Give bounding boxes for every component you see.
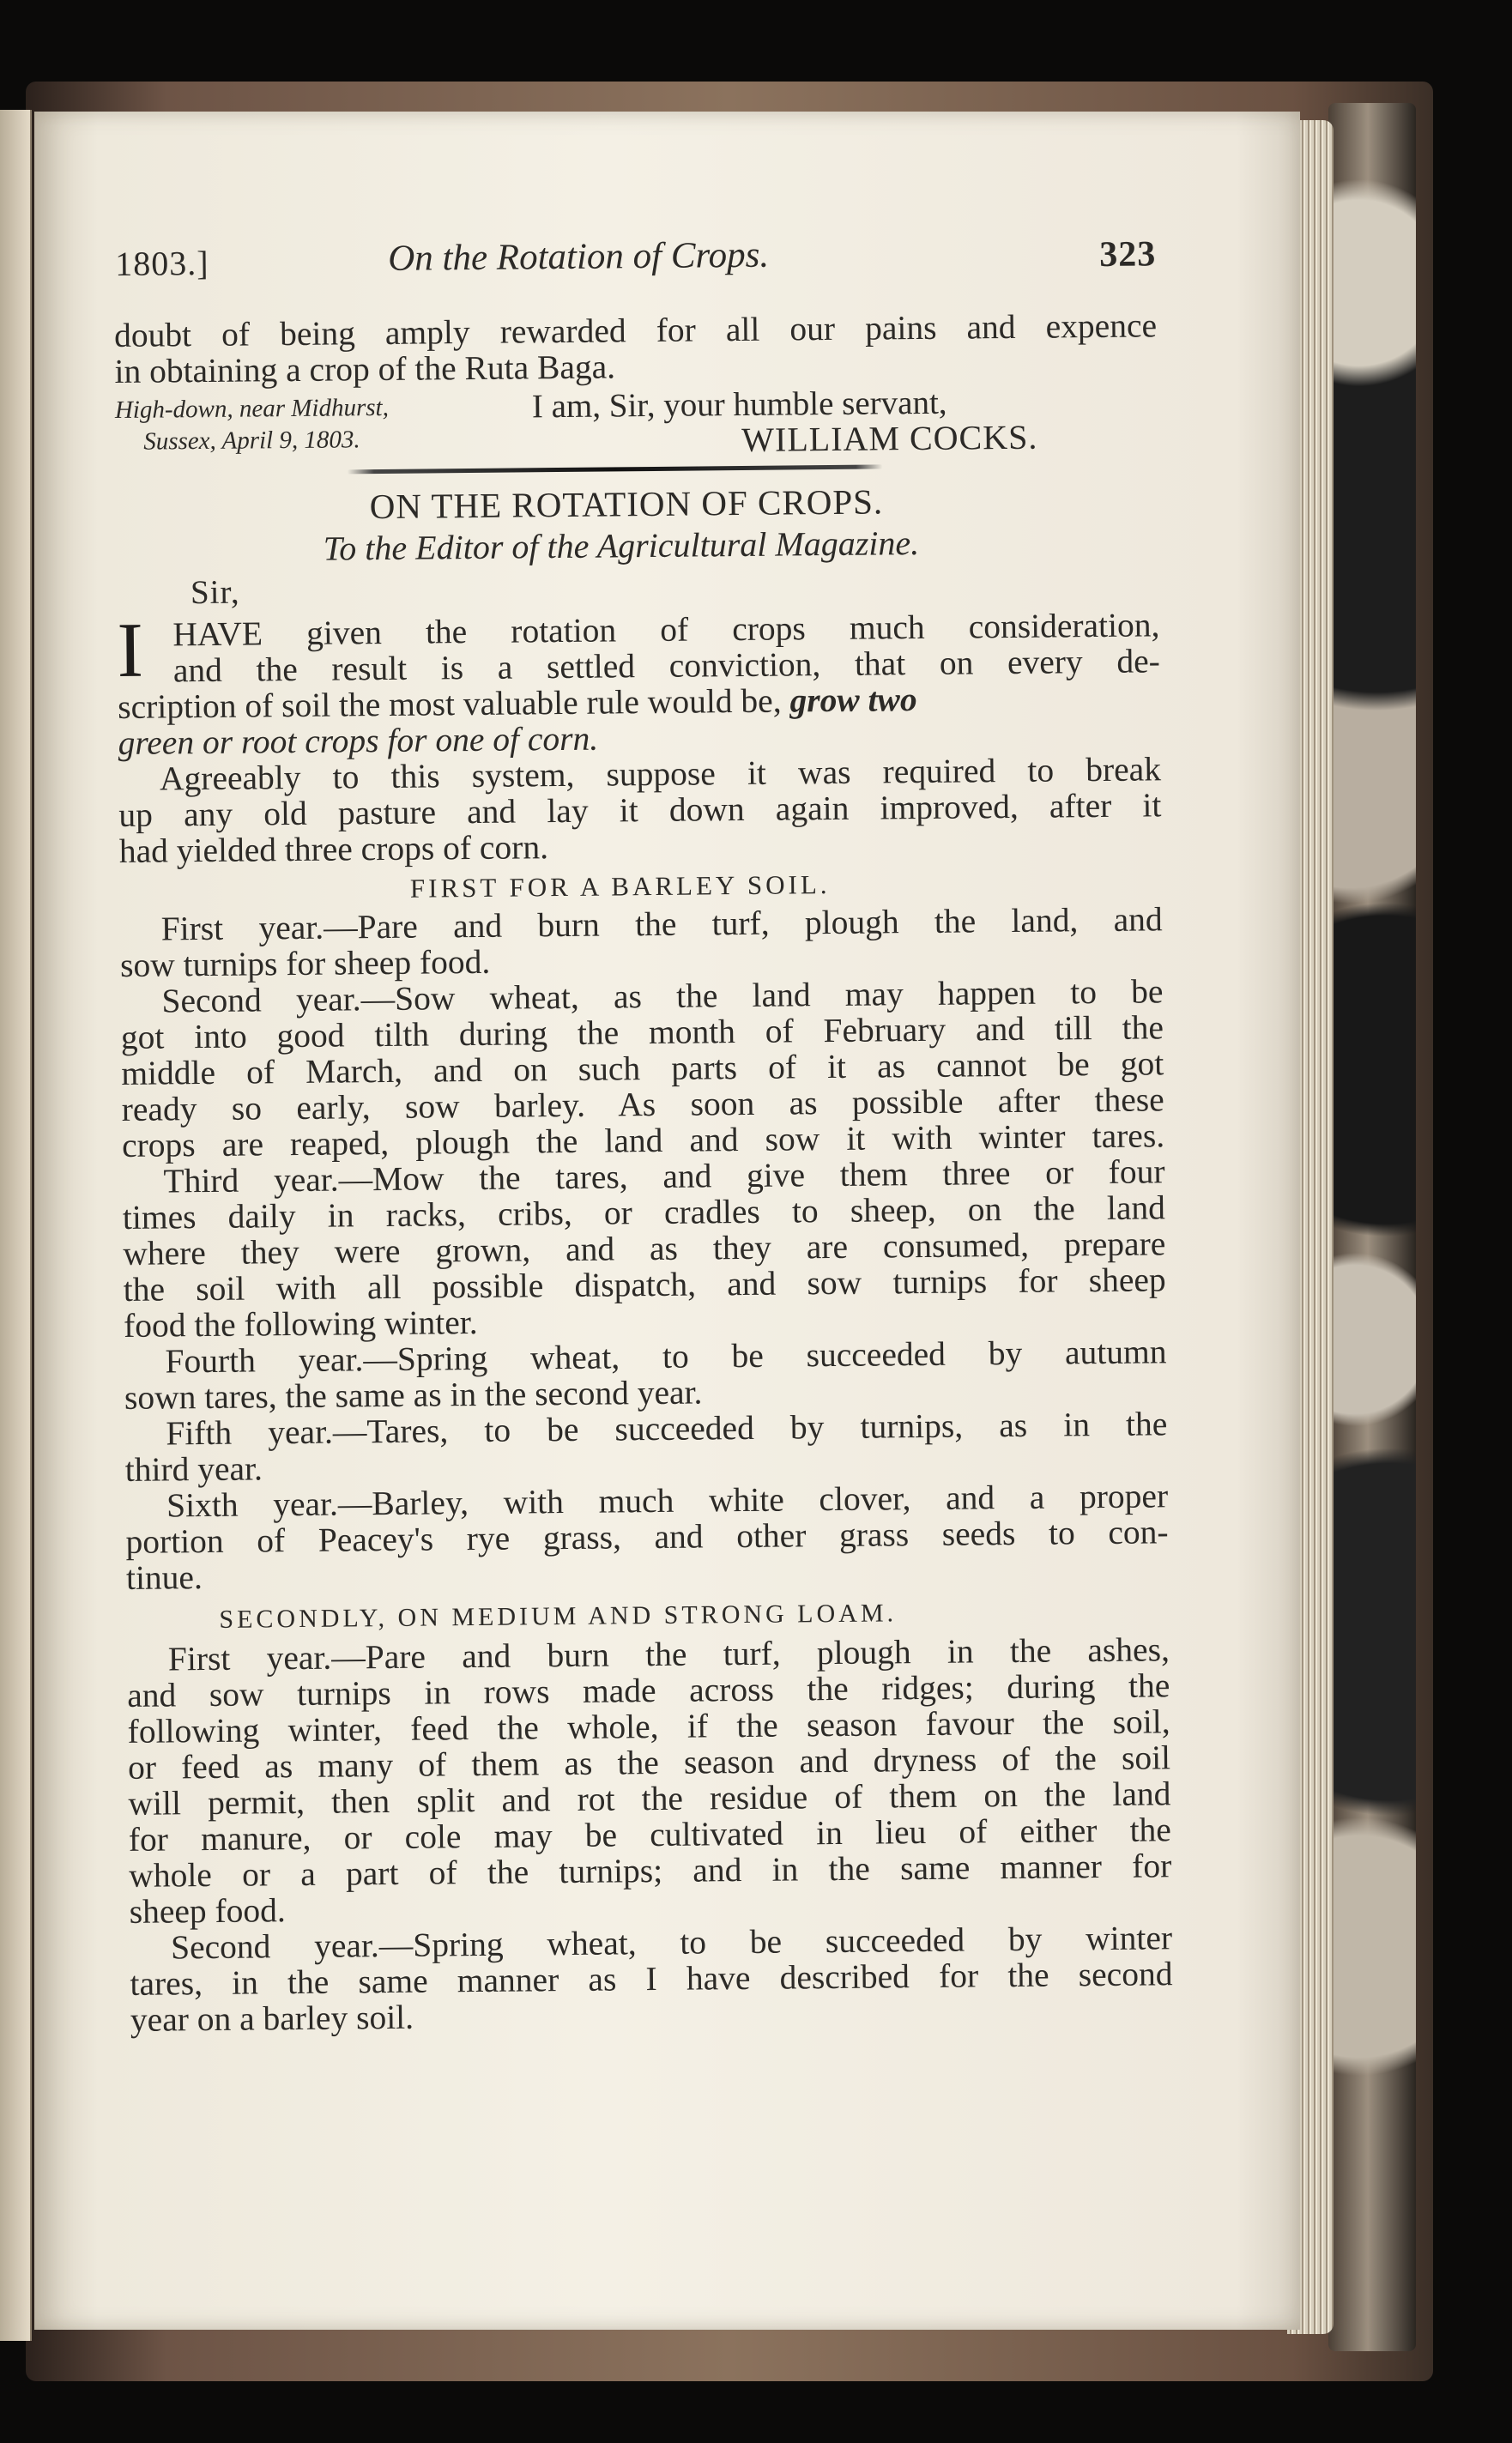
barley-second-year-line-5: crops are reaped, plough the land and sow it with winter tares. (121, 1116, 1165, 1164)
loam-heading: SECONDLY, ON MEDIUM AND STRONG LOAM. (219, 1599, 898, 1634)
loam-first-year-line-6: for manure, or cole may be cultivated in lieu of either the (128, 1811, 1172, 1859)
editor-address: To the Editor of the Agricultural Magazine. (323, 523, 920, 568)
page-number: 323 (1098, 234, 1157, 275)
signature: WILLIAM COCKS. (741, 417, 1038, 459)
marbled-book-edge (1328, 103, 1416, 2351)
loam-first-year-line-7: whole or a part of the turnips; and in the same manner for (129, 1847, 1172, 1895)
place-line-2: Sussex, April 9, 1803. (143, 426, 360, 456)
loam-second-year-line-2: tares, in the same manner as I have described for the second (130, 1955, 1173, 2003)
barley-sixth-year-line-3: tinue. (125, 1558, 203, 1597)
paragraph-1-line-1: HAVE given the rotation of crops much consideration, (172, 606, 1160, 654)
paragraph-1-line-3-text: scription of soil the most valuable rule would be, (118, 681, 782, 726)
book-page (34, 112, 1300, 2330)
barley-second-year-line-2: got into good tilth during the month of February and till the (120, 1008, 1164, 1056)
barley-first-year-line-2: sow turnips for sheep food. (119, 942, 491, 984)
loam-first-year-line-5: will permit, then split and rot the residue of them on the land (128, 1775, 1171, 1823)
emphasized-rule: grow two (789, 680, 917, 720)
barley-fourth-year-line-1: Fourth year.—Spring wheat, to be succeeded by autumn (165, 1333, 1167, 1381)
barley-third-year-line-4: the soil with all possible dispatch, and sow turnips for sheep (123, 1261, 1166, 1309)
paragraph-1-line-4: green or root crops for one of corn. (118, 719, 599, 762)
barley-sixth-year-line-2: portion of Peacey's rye grass, and other grass seeds to con- (125, 1513, 1169, 1561)
running-head-year: 1803.] (115, 243, 209, 283)
barley-third-year-line-1: Third year.—Mow the tares, and give them three or four (163, 1152, 1165, 1200)
page-text (113, 230, 1173, 2038)
running-head (113, 230, 1157, 317)
salutation: Sir, (190, 573, 240, 612)
barley-second-year-line-1: Second year.—Sow wheat, as the land may happen to be (161, 972, 1164, 1020)
paragraph-2-line-2: up any old pasture and lay it down again improved, after it (118, 786, 1162, 834)
article-title: ON THE ROTATION OF CROPS. (369, 481, 884, 527)
barley-third-year-line-3: where they were grown, and as they are consumed, prepare (123, 1225, 1166, 1273)
loam-first-year-line-4: or feed as many of them as the season and dryness of the soil (127, 1739, 1171, 1787)
loam-first-year-line-1: First year.—Pare and burn the turf, plough in the ashes, (167, 1630, 1170, 1678)
paragraph-1-line-2: and the result is a settled conviction, that on every de- (172, 642, 1160, 690)
barley-fourth-year-line-2: sown tares, the same as in the second year. (124, 1373, 703, 1417)
drop-cap-paragraph (117, 605, 1160, 693)
loam-first-year-line-3: following winter, feed the whole, if the season favour the soil, (127, 1702, 1170, 1751)
opening-line-2: in obtaining a crop of the Ruta Baga. (114, 348, 616, 390)
loam-first-year-line-8: sheep food. (129, 1891, 286, 1931)
barley-soil-heading: FIRST FOR A BARLEY SOIL. (409, 869, 831, 904)
barley-fifth-year-line-2: third year. (124, 1449, 263, 1489)
drop-cap: I (117, 606, 144, 693)
left-page-strip (0, 110, 32, 2341)
loam-second-year-line-1: Second year.—Spring wheat, to be succeeded by winter (170, 1919, 1173, 1967)
barley-second-year-line-3: middle of March, and on such parts of it as cannot be got (121, 1044, 1164, 1092)
barley-third-year-line-5: food the following winter. (123, 1303, 478, 1345)
letter-signoff (115, 381, 1158, 463)
barley-fifth-year-line-1: Fifth year.—Tares, to be succeeded by turnips, as in the (166, 1405, 1168, 1453)
paragraph-2-line-3: had yielded three crops of corn. (118, 828, 549, 870)
running-head-title: On the Rotation of Crops. (387, 234, 770, 279)
loam-first-year-line-2: and sow turnips in rows made across the ridges; during the (127, 1666, 1170, 1714)
barley-third-year-line-2: times daily in racks, cribs, or cradles to sheep, on the land (122, 1188, 1166, 1237)
place-line-1: High-down, near Midhurst, (114, 393, 390, 424)
closing-line: I am, Sir, your humble servant, (531, 384, 947, 426)
paragraph-2-line-1: Agreeably to this system, suppose it was required to break (159, 750, 1162, 798)
barley-sixth-year-line-1: Sixth year.—Barley, with much white clover, and a proper (166, 1477, 1169, 1525)
section-divider (348, 464, 883, 474)
opening-line-1: doubt of being amply rewarded for all our pains and expence (113, 306, 1158, 354)
barley-second-year-line-4: ready so early, sow barley. As soon as possible after these (121, 1080, 1164, 1128)
loam-second-year-line-3: year on a barley soil. (130, 1998, 414, 2039)
barley-first-year-line-1: First year.—Pare and burn the turf, plough the land, and (160, 900, 1163, 948)
